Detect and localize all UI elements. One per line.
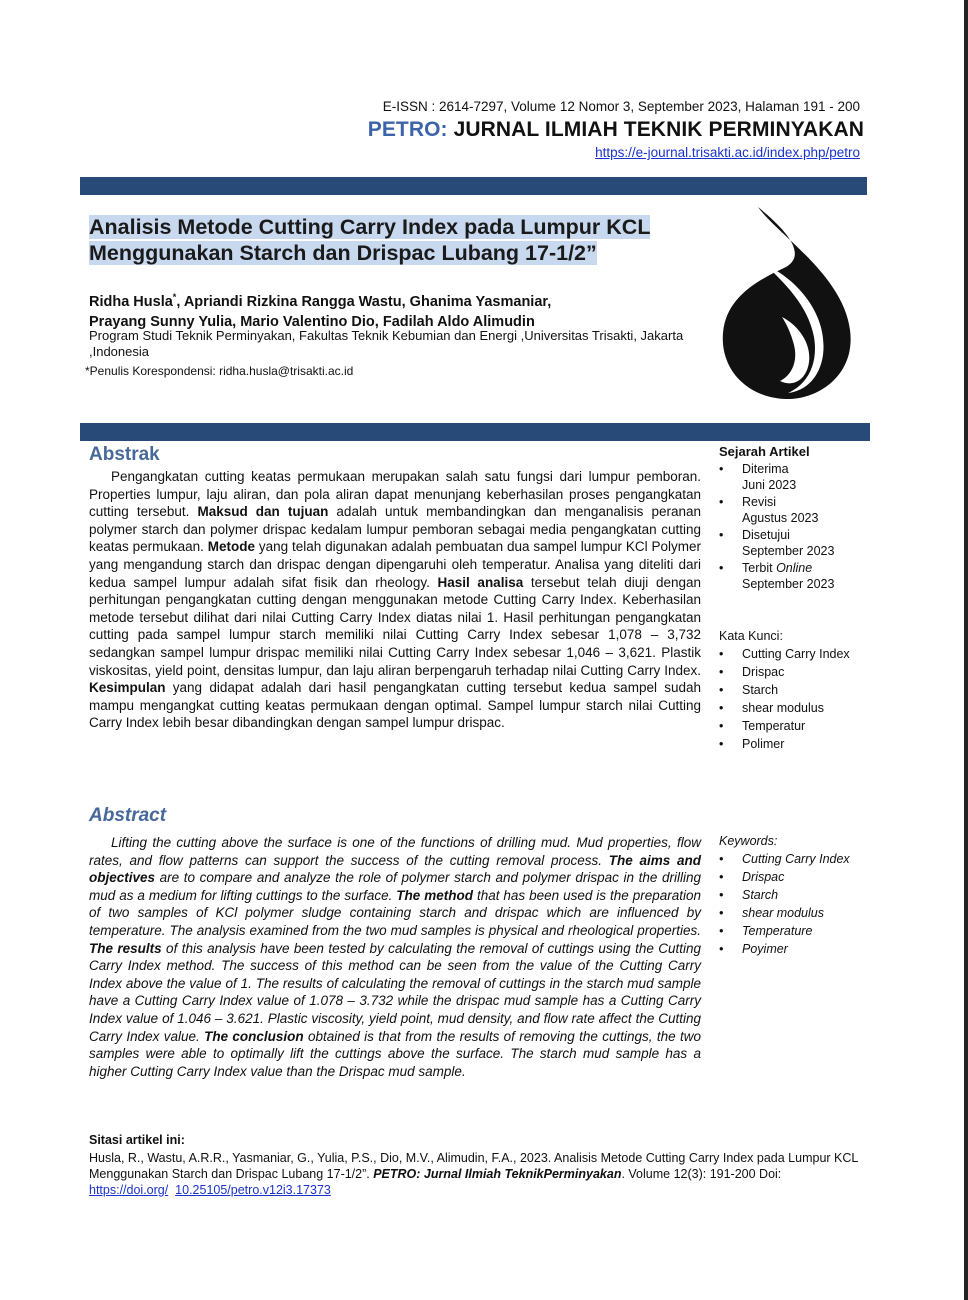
article-history <box>719 444 869 594</box>
abstrak-bold-1: Maksud dan tujuan <box>197 504 329 520</box>
affiliation: Program Studi Teknik Perminyakan, Fakultas Teknik Kebumian dan Energi ,Universitas Trisakti, Jakarta ,Indonesia <box>89 328 684 359</box>
abstrak-text-1: Pengangkatan cutting keatas permukaan merupakan salah satu fungsi dari lumpur pemboran. Properties lumpur, laju aliran, dan pola aliran dapat menunjang keberhasilan proses pengangkatan cutting tersebut. <box>89 469 701 520</box>
keyword-item: • Cutting Carry Index <box>719 852 869 868</box>
keyword-item: • Poyimer <box>719 942 869 958</box>
journal-title <box>368 118 864 142</box>
history-label: Terbit <box>742 561 773 575</box>
keyword-item: • Polimer <box>719 737 869 753</box>
abstract-bold-4: The conclusion <box>204 1028 304 1044</box>
abstract-text-5: obtained is that from the results of removing the cuttings, the two samples were able to optimally lift the cuttings above the surface. The starch mud sample has a higher Cutting Carry Index value than the Drispac mud sample. <box>89 1028 701 1079</box>
history-item <box>719 495 869 526</box>
abstract-text-3: that has been used is the preparation of two samples of KCl polymer sludge containing starch and drispac which are influenced by temperature. The analysis examined from the two mud samples is physical and rheological properties. <box>89 887 701 938</box>
paper-title <box>89 214 650 266</box>
keyword-item: • Drispac <box>719 665 869 681</box>
keywords-list <box>719 834 869 960</box>
abstract-text-2: are to compare and analyze the role of polymer starch and polymer drispac in the drilling mud as a medium for lifting cuttings to the surface. <box>89 870 701 903</box>
abstrak-heading: Abstrak <box>89 444 160 465</box>
abstract-bold-1: The aims and objectives <box>89 852 702 886</box>
history-date: Agustus 2023 <box>742 510 819 525</box>
kata-kunci-heading: Kata Kunci: <box>719 629 783 643</box>
kata-kunci-list <box>719 629 869 755</box>
citation-text <box>89 1150 864 1198</box>
abstract-bold-3: The results <box>89 940 162 956</box>
paper-title-line2: Menggunakan Starch dan Drispac Lubang 17-1/2” <box>89 241 597 265</box>
author-names-rest: , Apriandi Rizkina Rangga Wastu, Ghanima Yasmaniar, <box>176 293 552 310</box>
author-names-line2: Prayang Sunny Yulia, Mario Valentino Dio, Fadilah Aldo Alimudin <box>89 313 535 330</box>
history-item <box>719 528 869 559</box>
keyword-item: • Temperatur <box>719 719 869 735</box>
journal-prefix: PETRO: <box>367 118 448 141</box>
citation-volume: . Volume 12(3): 191-200 Doi: <box>621 1167 782 1181</box>
author-list <box>89 287 649 332</box>
section-divider-bar <box>80 423 870 441</box>
history-label: Diterima <box>742 462 789 476</box>
journal-url-link[interactable]: https://e-journal.trisakti.ac.id/index.php/petro <box>595 145 860 160</box>
paper-title-line1: Analisis Metode Cutting Carry Index pada Lumpur KCL <box>89 215 651 239</box>
abstrak-text-4: tersebut telah diuji dengan perhitungan pengangkatan cutting dengan menggunakan metode Cutting Carry Index. Keberhasilan metode tersebut dilihat dari nilai Cutting Carry Index diatas nilai 1. Hasil perhitungan pengangkatan cutting pada sampel lumpur starch memiliki nilai Cutting Carry Index sebesar 1,078 – 3,732 sedangkan sampel lumpur drispac memiliki nilai Cutting Carry Index sebesar 1,046 – 3,621. Plastik viskositas, yield point, densitas lumpur, dan laju aliran berpengaruh terhadap nilai Cutting Carry Index. <box>89 574 701 678</box>
abstrak-bold-3: Hasil analisa <box>437 574 524 590</box>
author-name: Ridha Husla <box>89 293 173 310</box>
author-sup: * <box>172 292 177 302</box>
abstrak-text-2: adalah untuk membandingkan dan menganalisis peranan polymer starch dan polymer drispac kedalam lumpur pemboran sebagai media pengangkatan cutting keatas permukaan. <box>89 504 702 555</box>
citation-journal: PETRO: Jurnal Ilmiah TeknikPerminyakan <box>373 1167 622 1181</box>
history-date: Juni 2023 <box>742 477 797 492</box>
citation-heading: Sitasi artikel ini: <box>89 1133 185 1147</box>
abstrak-paragraph <box>89 468 701 732</box>
doi-prefix-link[interactable]: https://doi.org/ <box>89 1183 169 1197</box>
abstract-heading: Abstract <box>89 805 167 826</box>
history-label: Disetujui <box>742 528 790 542</box>
abstrak-text-5: yang didapat adalah dari hasil pengangkatan cutting tersebut kedua sampel sudah mampu mengangkat cutting keatas permukaan dengan optimal. Sampel lumpur starch nilai Cutting Carry Index lebih besar dibandingkan dengan sampel lumpur drispac. <box>89 680 701 731</box>
keyword-item: • Temperature <box>719 924 869 940</box>
keywords-heading: Keywords: <box>719 834 778 848</box>
keyword-item: • Starch <box>719 888 869 904</box>
history-item <box>719 462 869 493</box>
keyword-item: • shear modulus <box>719 701 869 717</box>
abstrak-bold-4: Kesimpulan <box>89 680 166 696</box>
issn-line: E-ISSN : 2614-7297, Volume 12 Nomor 3, September 2023, Halaman 191 - 200 <box>382 99 860 114</box>
keyword-item: • Drispac <box>719 870 869 886</box>
history-label-italic: Online <box>776 561 813 575</box>
page-edge-border <box>964 0 968 1300</box>
history-heading: Sejarah Artikel <box>719 444 810 459</box>
keyword-item: • Starch <box>719 683 869 699</box>
doi-link[interactable]: 10.25105/petro.v12i3.17373 <box>175 1183 331 1197</box>
history-date: September 2023 <box>742 576 835 591</box>
abstract-paragraph <box>89 834 701 1080</box>
history-item <box>719 561 869 592</box>
abstract-text-4: of this analysis have been tested by calculating the removal of cuttings using the Cutting Carry Index method. The success of this method can be seen from the value of the Cutting Carry Index above the value of 1. The results of calculating the removal of cuttings in the starch mud sample have a Cutting Carry Index value of 1.078 – 3.732 while the drispac mud sample has a Cutting Carry Index value of 1.046 – 3.621. Plastic viscosity, yield point, mud density, and flow rate affect the Cutting Carry Index value. <box>89 940 702 1044</box>
abstrak-text-3: yang telah digunakan adalah pembuatan dua sampel lumpur KCl Polymer yang mengandung starch dan drispac dengan dipengaruhi oleh temperatur. Analisa yang diteliti dari kedua sampel lumpur adalah sifat fisik dan rheology. <box>89 539 701 590</box>
keyword-item: • shear modulus <box>719 906 869 922</box>
corresponding-author: *Penulis Korespondensi: ridha.husla@trisakti.ac.id <box>85 364 354 378</box>
citation-body: Husla, R., Wastu, A.R.R., Yasmaniar, G., Yulia, P.S., Dio, M.V., Alimudin, F.A., 2023. Analisis Metode Cutting Carry Index pada Lumpur KCL Menggunakan Starch dan Drispac Lubang 17-1/2”. <box>89 1151 858 1181</box>
abstract-bold-2: The method <box>396 887 473 903</box>
history-label: Revisi <box>742 495 777 509</box>
abstract-text-1: Lifting the cutting above the surface is one of the functions of drilling mud. Mud properties, flow rates, and flow patterns can support the success of the cutting removal process. <box>89 835 701 868</box>
header-divider-bar <box>80 177 867 195</box>
journal-name: JURNAL ILMIAH TEKNIK PERMINYAKAN <box>453 118 864 141</box>
history-date: September 2023 <box>742 543 835 558</box>
abstrak-bold-2: Metode <box>207 539 256 555</box>
drop-flame-logo <box>718 205 853 400</box>
keyword-item: • Cutting Carry Index <box>719 647 869 663</box>
